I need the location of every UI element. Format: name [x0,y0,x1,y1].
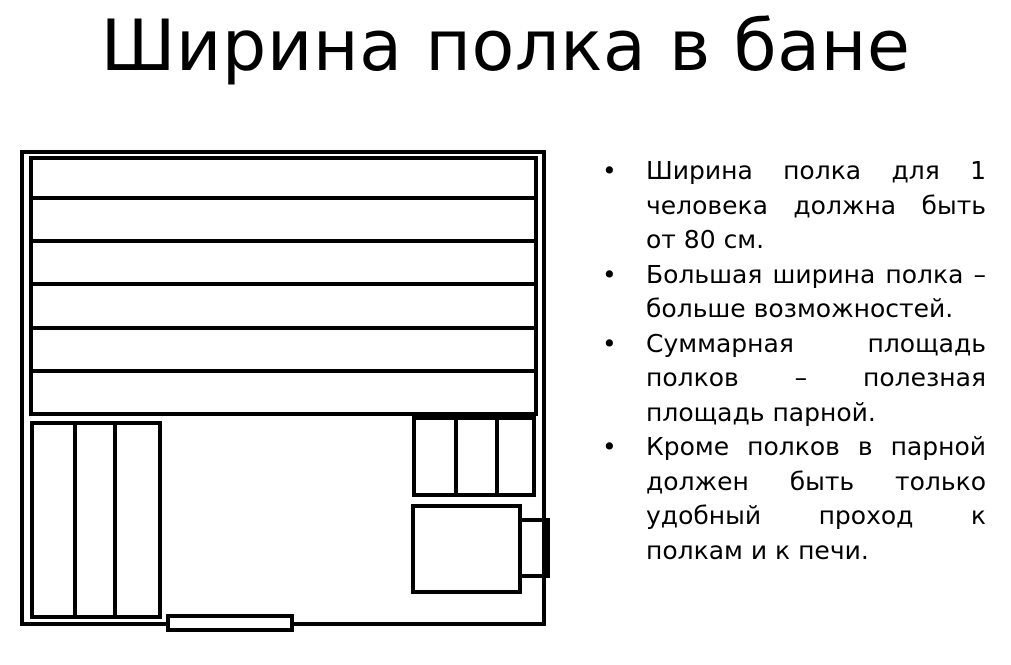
bullet-list [600,154,986,568]
bullet-marker: • [602,156,617,185]
bullet-item-4 [600,430,986,568]
bullet-item-1 [600,154,986,258]
page-title: Ширина полка в бане [100,5,911,87]
bullet-text: Суммарная площадь полков – полезная площадь парной. [646,328,986,427]
bullet-text: Большая ширина полка – больше возможностей. [646,259,986,323]
left-bench [32,423,160,617]
bullet-marker: • [602,432,617,461]
bullet-text: Ширина полка для 1 человека должна быть от 80 см. [646,156,986,254]
door [168,616,292,630]
bullet-marker: • [602,328,617,358]
room-outer-wall [22,152,544,624]
right-bench [414,418,534,495]
bullet-item-2 [600,258,986,327]
bullet-text: Кроме полков в парной должен быть только удобный проход к полкам и к печи. [646,432,986,565]
bullet-marker: • [602,259,617,289]
bullet-item-3 [600,327,986,431]
stove [413,506,520,592]
